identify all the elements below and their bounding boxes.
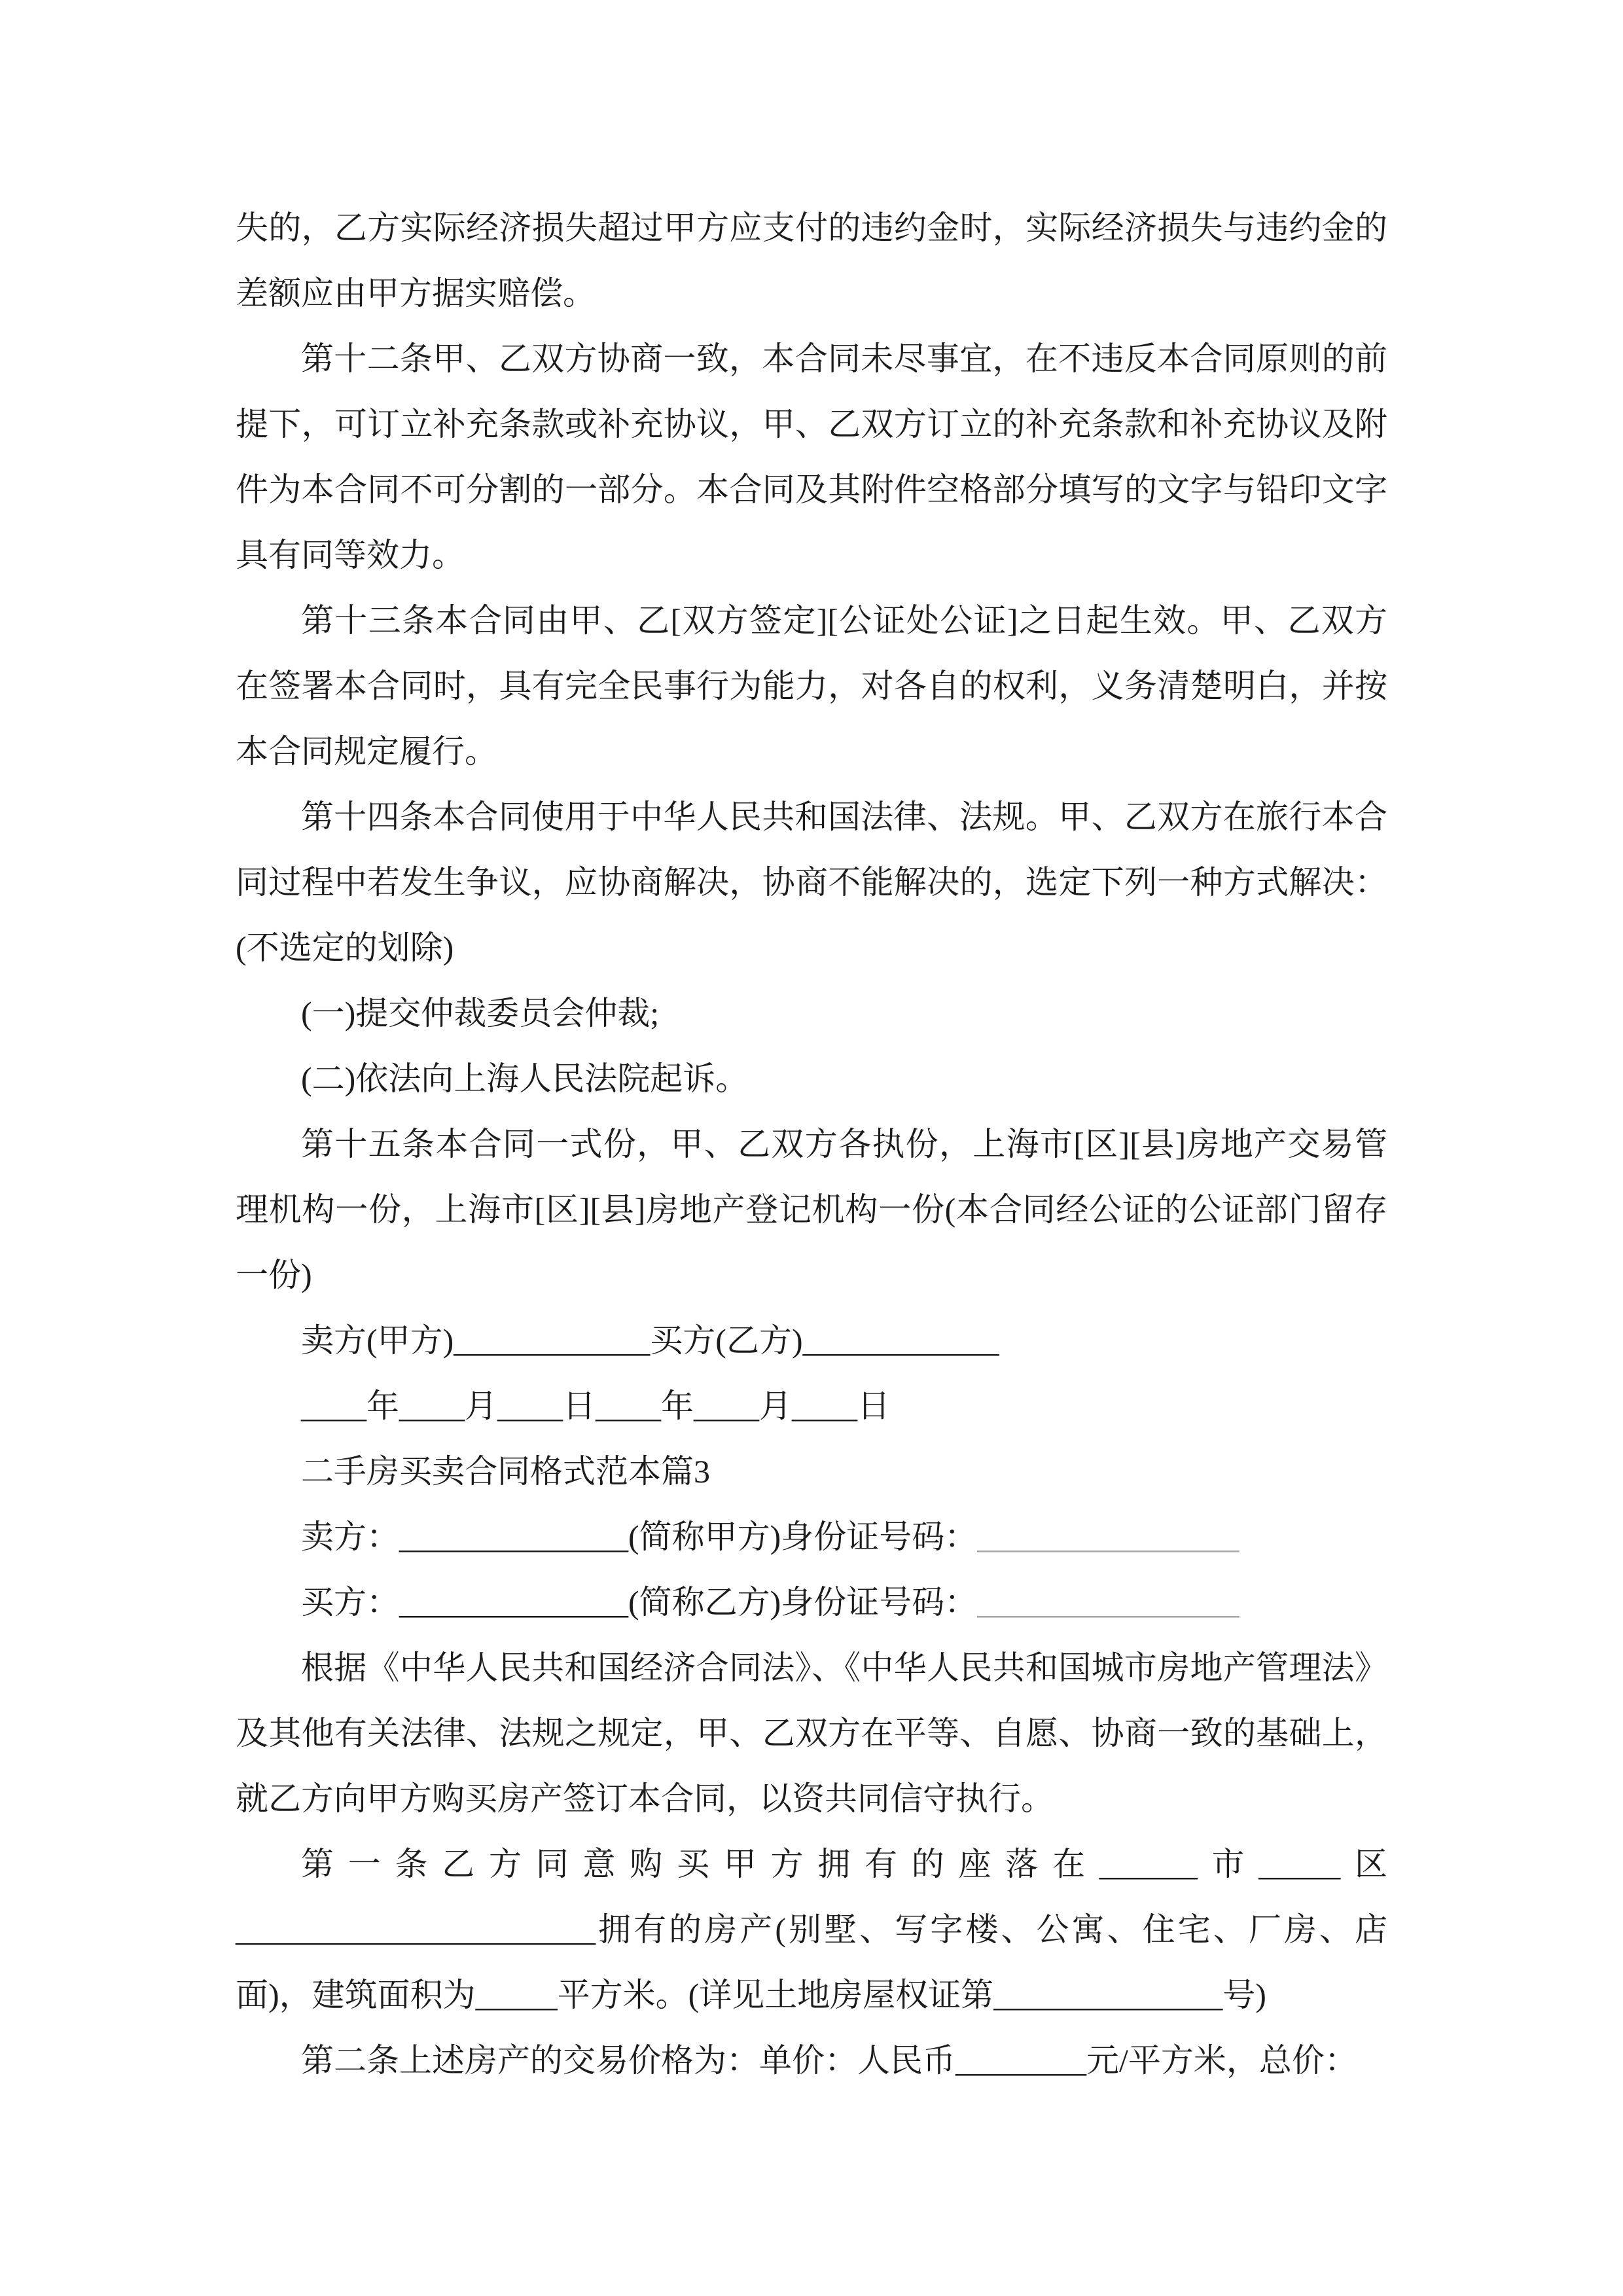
buyer-id-line [236,1570,1387,1635]
contract-clause-15: 第十五条本合同一式份，甲、乙双方各执份，上海市[区][县]房地产交易管理机构一份，上海市[区][县]房地产登记机构一份(本合同经公证的公证部门留存一份) [236,1126,1387,1293]
seller-id-blank: ________________ [977,1518,1240,1555]
contract-clause-13: 第十三条本合同由甲、乙[双方签定][公证处公证]之日起生效。甲、乙双方在签署本合同时，具有完全民事行为能力，对各自的权利，义务清楚明白，并按本合同规定履行。 [236,602,1387,770]
contract-clause-1: 第一条乙方同意购买甲方拥有的座落在______市_____区______________________拥有的房产(别墅、写字楼、公寓、住宅、厂房、店面)，建筑面积为_____平方米。(详见土地房屋权证第______________号) [236,1846,1387,2013]
contract-clause-14-option-1: (一)提交仲裁委员会仲裁; [301,995,660,1031]
seller-id-line [236,1504,1387,1570]
contract-clause-14: 第十四条本合同使用于中华人民共和国法律、法规。甲、乙双方在旅行本合同过程中若发生争议，应协商解决，协商不能解决的，选定下列一种方式解决：(不选定的划除) [236,798,1387,966]
buyer-id-blank: ________________ [977,1584,1240,1621]
contract-clause-2: 第二条上述房产的交易价格为：单价：人民币________元/平方米，总价： [301,2042,1357,2079]
date-line: ____年____月____日____年____月____日 [301,1388,890,1424]
signature-line: 卖方(甲方)____________买方(乙方)____________ [301,1322,999,1359]
contract-body [236,195,1387,2093]
section-title: 二手房买卖合同格式范本篇3 [301,1453,710,1490]
contract-preamble: 根据《中华人民共和国经济合同法》、《中华人民共和国城市房地产管理法》及其他有关法律、法规之规定，甲、乙双方在平等、自愿、协商一致的基础上，就乙方向甲方购买房产签订本合同，以资共同信守执行。 [236,1649,1387,1817]
contract-clause-14-option-2: (二)依法向上海人民法院起诉。 [301,1060,749,1097]
contract-clause-12: 第十二条甲、乙双方协商一致，本合同未尽事宜，在不违反本合同原则的前提下，可订立补充条款或补充协议，甲、乙双方订立的补充条款和补充协议及附件为本合同不可分割的一部分。本合同及其附件空格部分填写的文字与铅印文字具有同等效力。 [236,340,1387,573]
seller-id-label: 卖方：______________(简称甲方)身份证号码： [301,1518,978,1555]
buyer-id-label: 买方：______________(简称乙方)身份证号码： [301,1584,978,1621]
contract-paragraph-continuation: 失的，乙方实际经济损失超过甲方应支付的违约金时，实际经济损失与违约金的差额应由甲方据实赔偿。 [236,209,1387,312]
